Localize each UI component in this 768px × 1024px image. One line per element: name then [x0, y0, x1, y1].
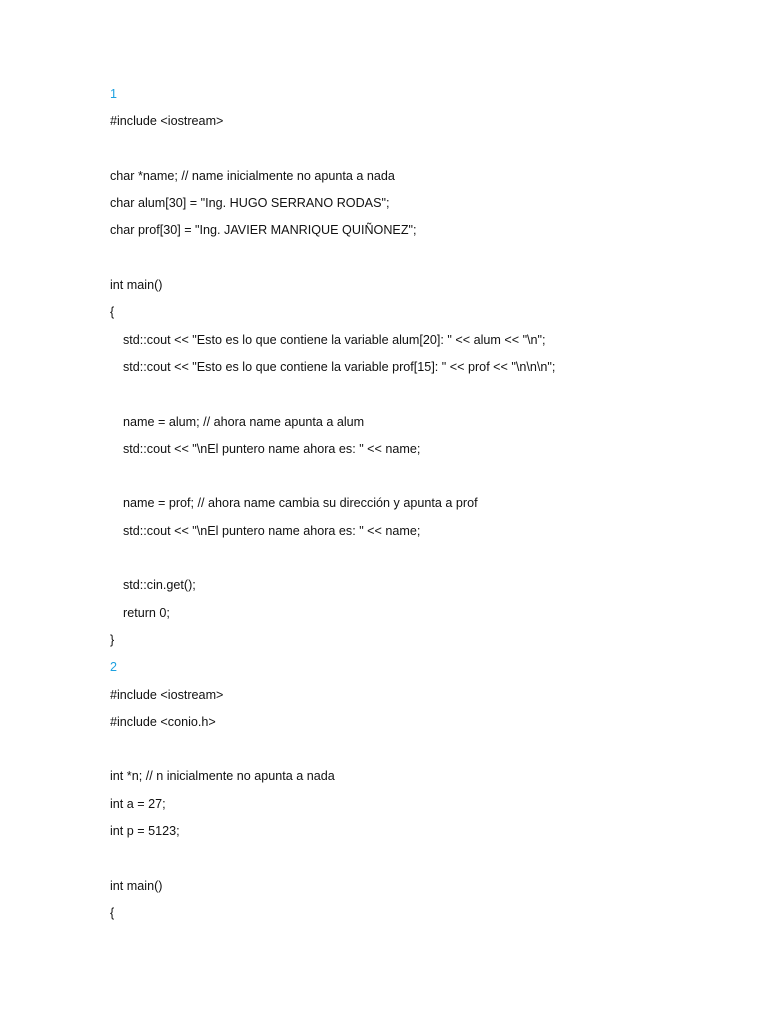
blank-line: [110, 467, 730, 494]
code-line: int main(): [110, 278, 163, 293]
code-line: std::cin.get();: [123, 578, 196, 593]
blank-line: [110, 849, 730, 876]
blank-line: [110, 140, 730, 167]
code-line: std::cout << "\nEl puntero name ahora es: " << name;: [123, 523, 421, 538]
code-line: std::cout << "Esto es lo que contiene la variable alum[20]: " << alum << "\n";: [123, 332, 546, 347]
code-line: std::cout << "\nEl puntero name ahora es: " << name;: [123, 441, 421, 456]
section-number-2: 2: [110, 660, 118, 675]
code-line: name = prof; // ahora name cambia su dirección y apunta a prof: [123, 496, 478, 511]
code-line: #include <iostream>: [110, 114, 224, 129]
code-line: #include <conio.h>: [110, 714, 216, 729]
blank-line: [110, 549, 730, 576]
code-line: int *n; // n inicialmente no apunta a nada: [110, 769, 335, 784]
section-number-1: 1: [110, 87, 118, 101]
code-line: #include <iostream>: [110, 687, 224, 702]
code-line: char *name; // name inicialmente no apunta a nada: [110, 168, 395, 183]
code-line: name = alum; // ahora name apunta a alum: [123, 414, 365, 429]
code-line: return 0;: [123, 605, 170, 620]
code-listing: [110, 85, 730, 931]
code-line: int main(): [110, 878, 163, 893]
blank-line: [110, 740, 730, 767]
code-line: char prof[30] = "Ing. JAVIER MANRIQUE QUIÑONEZ";: [110, 223, 417, 238]
code-line: int a = 27;: [110, 796, 166, 811]
code-line: {: [110, 905, 115, 920]
code-line: }: [110, 632, 115, 647]
code-line: {: [110, 305, 115, 320]
code-line: int p = 5123;: [110, 824, 180, 839]
blank-line: [110, 385, 730, 412]
blank-line: [110, 249, 730, 276]
code-line: std::cout << "Esto es lo que contiene la variable prof[15]: " << prof << "\n\n\n";: [123, 359, 556, 374]
code-line: char alum[30] = "Ing. HUGO SERRANO RODAS";: [110, 196, 390, 211]
